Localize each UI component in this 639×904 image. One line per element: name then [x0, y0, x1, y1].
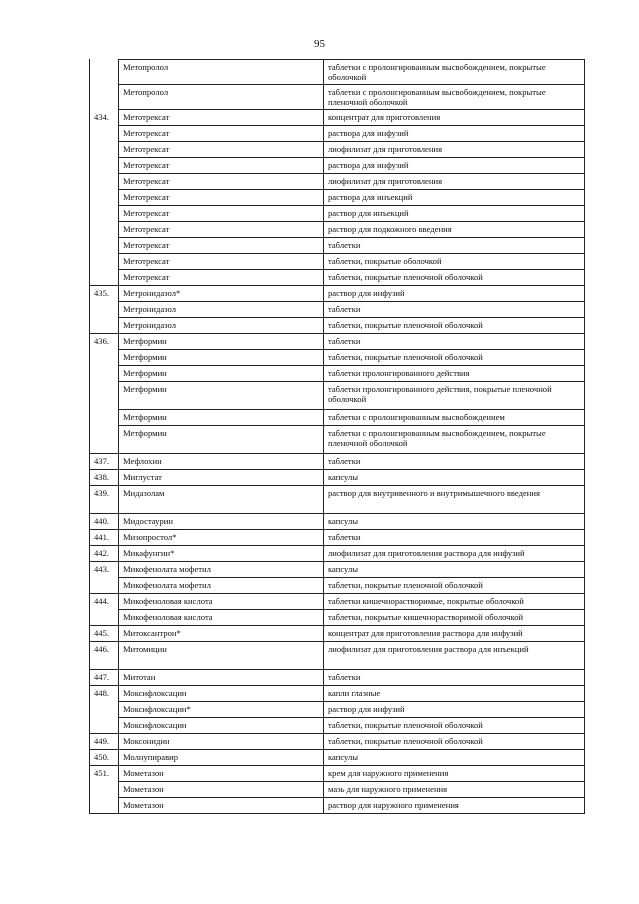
table-row — [90, 410, 585, 426]
drug-name: Микофенолата мофетил — [119, 578, 324, 594]
drug-name: Метотрексат — [119, 110, 324, 126]
page-number: 95 — [314, 38, 325, 50]
drug-name: Метформин — [119, 382, 324, 410]
table-row — [90, 734, 585, 750]
drug-name: Метотрексат — [119, 222, 324, 238]
dosage-form: раствора для инфузий — [324, 158, 585, 174]
table-row — [90, 594, 585, 610]
table-row — [90, 318, 585, 334]
table-row — [90, 546, 585, 562]
dosage-form: таблетки — [324, 530, 585, 546]
table-row — [90, 766, 585, 782]
table-row — [90, 426, 585, 454]
drug-name: Микофеноловая кислота — [119, 610, 324, 626]
table-row — [90, 702, 585, 718]
row-number — [90, 702, 119, 718]
dosage-form: раствора для инфузий — [324, 126, 585, 142]
table-row — [90, 514, 585, 530]
dosage-form: таблетки с пролонгированным высвобождением — [324, 410, 585, 426]
row-number — [90, 60, 119, 85]
row-number — [90, 318, 119, 334]
drug-name: Митоксантрон* — [119, 626, 324, 642]
dosage-form: капсулы — [324, 470, 585, 486]
row-number: 436. — [90, 334, 119, 350]
drug-name: Метронидазол — [119, 318, 324, 334]
table-row — [90, 750, 585, 766]
table-row — [90, 286, 585, 302]
dosage-form: таблетки — [324, 670, 585, 686]
table-row — [90, 110, 585, 126]
row-number: 450. — [90, 750, 119, 766]
row-number — [90, 85, 119, 110]
table-row — [90, 530, 585, 546]
drug-name: Мидазолам — [119, 486, 324, 514]
drug-name: Метронидазол* — [119, 286, 324, 302]
dosage-form: таблетки — [324, 334, 585, 350]
dosage-form: концентрат для приготовления раствора для инфузий — [324, 626, 585, 642]
dosage-form: капли глазные — [324, 686, 585, 702]
drug-name: Метотрексат — [119, 142, 324, 158]
dosage-form: таблетки с пролонгированным высвобождением, покрытые пленочной оболочкой — [324, 426, 585, 454]
table-row — [90, 158, 585, 174]
drug-name: Митомицин — [119, 642, 324, 670]
drug-name: Мефлохин — [119, 454, 324, 470]
table-row — [90, 642, 585, 670]
dosage-form: раствор для подкожного введения — [324, 222, 585, 238]
table-row — [90, 366, 585, 382]
table-row — [90, 782, 585, 798]
table-row — [90, 486, 585, 514]
drug-name: Микофеноловая кислота — [119, 594, 324, 610]
dosage-form: таблетки кишечнорастворимые, покрытые оболочкой — [324, 594, 585, 610]
row-number — [90, 718, 119, 734]
dosage-form: таблетки, покрытые кишечнорастворимой оболочкой — [324, 610, 585, 626]
dosage-form: крем для наружного применения — [324, 766, 585, 782]
table-row — [90, 238, 585, 254]
row-number — [90, 366, 119, 382]
row-number: 448. — [90, 686, 119, 702]
row-number: 443. — [90, 562, 119, 578]
table-row — [90, 470, 585, 486]
row-number: 451. — [90, 766, 119, 782]
dosage-form: раствор для инфузий — [324, 702, 585, 718]
dosage-form: лиофилизат для приготовления — [324, 142, 585, 158]
drug-name: Метотрексат — [119, 126, 324, 142]
row-number: 438. — [90, 470, 119, 486]
dosage-form: таблетки, покрытые пленочной оболочкой — [324, 718, 585, 734]
dosage-form: концентрат для приготовления — [324, 110, 585, 126]
dosage-form: раствор для инфузий — [324, 286, 585, 302]
drug-name: Метформин — [119, 334, 324, 350]
table-row — [90, 142, 585, 158]
row-number — [90, 254, 119, 270]
table-row — [90, 686, 585, 702]
drug-name: Моксифлоксацин* — [119, 702, 324, 718]
row-number — [90, 610, 119, 626]
row-number — [90, 222, 119, 238]
drug-name: Молнупиравир — [119, 750, 324, 766]
table-row — [90, 254, 585, 270]
drug-name: Миглустат — [119, 470, 324, 486]
row-number — [90, 142, 119, 158]
row-number: 446. — [90, 642, 119, 670]
drug-name: Микофенолата мофетил — [119, 562, 324, 578]
table-row — [90, 126, 585, 142]
drug-name: Метронидазол — [119, 302, 324, 318]
row-number — [90, 158, 119, 174]
row-number: 447. — [90, 670, 119, 686]
row-number: 437. — [90, 454, 119, 470]
row-number: 435. — [90, 286, 119, 302]
drug-name: Мизопростол* — [119, 530, 324, 546]
dosage-form: таблетки, покрытые пленочной оболочкой — [324, 578, 585, 594]
row-number — [90, 302, 119, 318]
table-row — [90, 85, 585, 110]
drug-name: Метформин — [119, 410, 324, 426]
table-row — [90, 718, 585, 734]
drug-name: Метформин — [119, 350, 324, 366]
table-row — [90, 350, 585, 366]
table-row — [90, 302, 585, 318]
row-number: 441. — [90, 530, 119, 546]
drug-name: Метотрексат — [119, 270, 324, 286]
row-number — [90, 782, 119, 798]
table-row — [90, 610, 585, 626]
row-number — [90, 270, 119, 286]
table-row — [90, 60, 585, 85]
row-number — [90, 190, 119, 206]
row-number — [90, 798, 119, 814]
table-row — [90, 206, 585, 222]
dosage-form: таблетки, покрытые пленочной оболочкой — [324, 350, 585, 366]
row-number: 444. — [90, 594, 119, 610]
dosage-form: раствора для инъекций — [324, 190, 585, 206]
dosage-form: капсулы — [324, 514, 585, 530]
row-number — [90, 350, 119, 366]
drug-name: Метотрексат — [119, 158, 324, 174]
row-number: 449. — [90, 734, 119, 750]
row-number: 434. — [90, 110, 119, 126]
drug-name: Метформин — [119, 426, 324, 454]
dosage-form: таблетки, покрытые пленочной оболочкой — [324, 270, 585, 286]
table-row — [90, 270, 585, 286]
row-number — [90, 126, 119, 142]
drug-name: Моксифлоксацин — [119, 718, 324, 734]
drug-name: Метопролол — [119, 85, 324, 110]
drug-name: Моксифлоксацин — [119, 686, 324, 702]
row-number — [90, 206, 119, 222]
dosage-form: таблетки — [324, 302, 585, 318]
drug-name: Мидостаурин — [119, 514, 324, 530]
dosage-form: таблетки — [324, 454, 585, 470]
row-number — [90, 426, 119, 454]
drug-name: Метотрексат — [119, 190, 324, 206]
dosage-form: таблетки — [324, 238, 585, 254]
table-row — [90, 222, 585, 238]
row-number — [90, 238, 119, 254]
drug-name: Мометазон — [119, 798, 324, 814]
table-row — [90, 334, 585, 350]
drug-name: Мометазон — [119, 782, 324, 798]
table-row — [90, 578, 585, 594]
dosage-form: таблетки, покрытые пленочной оболочкой — [324, 318, 585, 334]
row-number — [90, 410, 119, 426]
dosage-form: лиофилизат для приготовления — [324, 174, 585, 190]
table-row — [90, 382, 585, 410]
table-row — [90, 190, 585, 206]
dosage-form: капсулы — [324, 562, 585, 578]
table-row — [90, 798, 585, 814]
dosage-form: таблетки пролонгированного действия — [324, 366, 585, 382]
dosage-form: капсулы — [324, 750, 585, 766]
drug-name: Метформин — [119, 366, 324, 382]
row-number: 439. — [90, 486, 119, 514]
dosage-form: раствор для инъекций — [324, 206, 585, 222]
drug-name: Метотрексат — [119, 206, 324, 222]
drug-table — [89, 59, 585, 814]
drug-name: Метотрексат — [119, 254, 324, 270]
dosage-form: таблетки, покрытые оболочкой — [324, 254, 585, 270]
table-row — [90, 670, 585, 686]
drug-name: Метопролол — [119, 60, 324, 85]
dosage-form: таблетки с пролонгированным высвобождением, покрытые оболочкой — [324, 60, 585, 85]
dosage-form: раствор для внутривенного и внутримышечного введения — [324, 486, 585, 514]
drug-name: Метотрексат — [119, 174, 324, 190]
dosage-form: таблетки, покрытые пленочной оболочкой — [324, 734, 585, 750]
dosage-form: таблетки с пролонгированным высвобождением, покрытые пленочной оболочкой — [324, 85, 585, 110]
dosage-form: раствор для наружного применения — [324, 798, 585, 814]
drug-name: Микафунгин* — [119, 546, 324, 562]
dosage-form: лиофилизат для приготовления раствора для инфузий — [324, 546, 585, 562]
table-row — [90, 562, 585, 578]
dosage-form: лиофилизат для приготовления раствора для инъекций — [324, 642, 585, 670]
row-number: 442. — [90, 546, 119, 562]
row-number: 440. — [90, 514, 119, 530]
table-body — [90, 60, 585, 814]
table-row — [90, 454, 585, 470]
drug-name: Моксонидин — [119, 734, 324, 750]
row-number — [90, 174, 119, 190]
drug-name: Митотан — [119, 670, 324, 686]
table-row — [90, 626, 585, 642]
dosage-form: мазь для наружного применения — [324, 782, 585, 798]
drug-name: Мометазон — [119, 766, 324, 782]
row-number — [90, 382, 119, 410]
table-row — [90, 174, 585, 190]
row-number — [90, 578, 119, 594]
dosage-form: таблетки пролонгированного действия, покрытые пленочной оболочкой — [324, 382, 585, 410]
row-number: 445. — [90, 626, 119, 642]
drug-name: Метотрексат — [119, 238, 324, 254]
